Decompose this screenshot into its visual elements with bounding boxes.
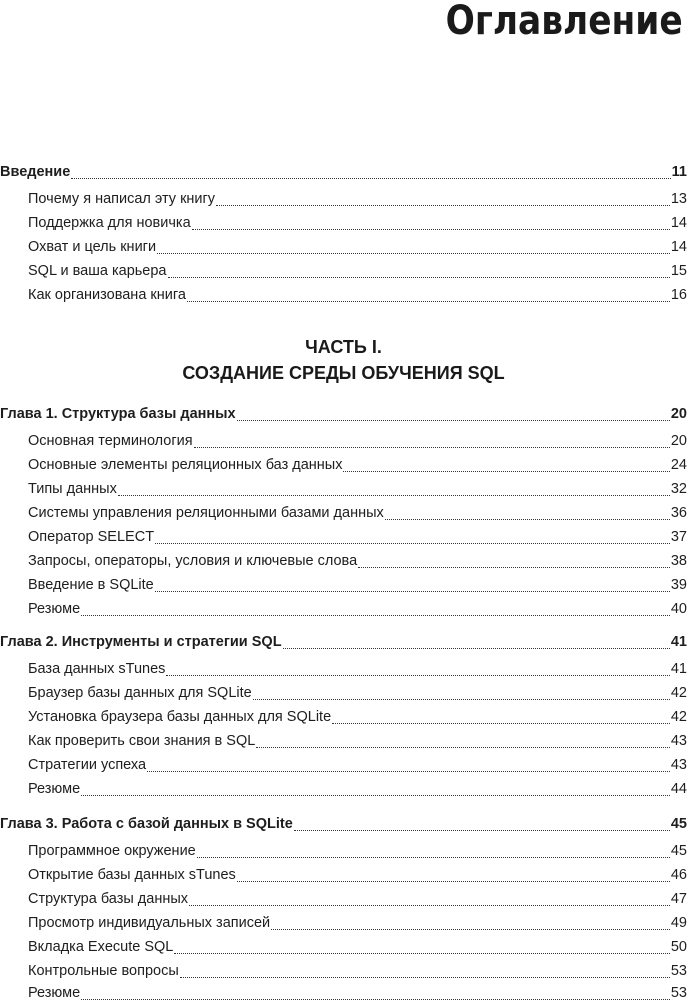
toc-entry-label: Установка браузера базы данных для SQLite	[28, 709, 332, 725]
leader-dots	[237, 406, 670, 421]
leader-dots	[253, 685, 670, 700]
toc-page-number: 42	[670, 685, 687, 701]
toc-entry-label: SQL и ваша карьера	[28, 263, 167, 279]
toc-subentry[interactable]	[28, 598, 687, 620]
toc-entry-label: Стратегии успеха	[28, 757, 147, 773]
toc-entry-label: Оператор SELECT	[28, 529, 155, 545]
toc-entry-label: Как организована книга	[28, 287, 186, 303]
toc-subentry[interactable]	[28, 478, 687, 500]
toc-page-number: 44	[670, 781, 687, 797]
page-title: Оглавление	[445, 0, 683, 44]
toc-entry-label: Глава 1. Структура базы данных	[0, 406, 236, 422]
toc-entry-label: Введение в SQLite	[28, 577, 154, 593]
toc-entry-label: Глава 2. Инструменты и стратегии SQL	[0, 634, 282, 650]
toc-entry-label: Основные элементы реляционных баз данных	[28, 457, 343, 473]
toc-subentry[interactable]	[28, 236, 687, 258]
toc-entry-label: Резюме	[28, 601, 81, 617]
toc-entry-label: Просмотр индивидуальных записей	[28, 915, 271, 931]
leader-dots	[194, 433, 670, 448]
toc-page-number: 14	[670, 239, 687, 255]
toc-page-number: 45	[670, 816, 687, 832]
part-heading-line1: ЧАСТЬ I.	[305, 337, 382, 357]
toc-subentry[interactable]	[28, 550, 687, 572]
toc-entry-label: База данных sTunes	[28, 661, 166, 677]
toc-subentry[interactable]	[28, 454, 687, 476]
toc-subentry[interactable]	[28, 754, 687, 776]
leader-dots	[157, 239, 670, 254]
leader-dots	[168, 263, 670, 278]
leader-dots	[237, 867, 670, 882]
toc-page-number: 38	[670, 553, 687, 569]
toc-page-number: 46	[670, 867, 687, 883]
toc-subentry[interactable]	[28, 778, 687, 800]
toc-subentry[interactable]	[28, 430, 687, 452]
leader-dots	[71, 164, 670, 179]
toc-subentry[interactable]	[28, 526, 687, 548]
toc-page-number: 36	[670, 505, 687, 521]
toc-subentry[interactable]	[28, 888, 687, 910]
toc-page-number: 32	[670, 481, 687, 497]
toc-page-number: 11	[671, 164, 687, 180]
toc-entry-label: Запросы, операторы, условия и ключевые слова	[28, 553, 358, 569]
leader-dots	[216, 191, 670, 206]
leader-dots	[294, 816, 670, 831]
toc-page-number: 40	[670, 601, 687, 617]
leader-dots	[174, 939, 670, 954]
leader-dots	[180, 963, 670, 978]
toc-entry-label: Почему я написал эту книгу	[28, 191, 216, 207]
toc-entry-intro[interactable]	[0, 161, 687, 183]
leader-dots	[81, 985, 670, 1000]
toc-page-number: 42	[670, 709, 687, 725]
toc-entry-label: Структура базы данных	[28, 891, 189, 907]
toc-page-number: 50	[670, 939, 687, 955]
leader-dots	[187, 287, 670, 302]
leader-dots	[283, 634, 670, 649]
leader-dots	[155, 577, 670, 592]
toc-subentry[interactable]	[28, 682, 687, 704]
toc-entry-label: Введение	[0, 164, 71, 180]
toc-page-number: 49	[670, 915, 687, 931]
toc-page-number: 41	[670, 634, 687, 650]
toc-subentry[interactable]	[28, 864, 687, 886]
toc-subentry[interactable]	[28, 960, 687, 982]
toc-subentry[interactable]	[28, 188, 687, 210]
toc-entry-label: Браузер базы данных для SQLite	[28, 685, 252, 701]
toc-subentry[interactable]	[28, 284, 687, 306]
leader-dots	[343, 457, 669, 472]
toc-subentry[interactable]	[28, 260, 687, 282]
leader-dots	[189, 891, 670, 906]
toc-subentry[interactable]	[28, 502, 687, 524]
leader-dots	[147, 757, 670, 772]
leader-dots	[332, 709, 670, 724]
toc-subentry[interactable]	[28, 212, 687, 234]
toc-subentry[interactable]	[28, 658, 687, 680]
toc-entry-label: Глава 3. Работа с базой данных в SQLite	[0, 816, 293, 832]
leader-dots	[81, 601, 670, 616]
toc-entry-label: Типы данных	[28, 481, 117, 497]
toc-page-number: 13	[670, 191, 687, 207]
toc-page-number: 39	[670, 577, 687, 593]
toc-page-number: 20	[670, 406, 687, 422]
toc-page-number: 20	[670, 433, 687, 449]
toc-page-number: 15	[670, 263, 687, 279]
toc-entry-label: Вкладка Execute SQL	[28, 939, 174, 955]
toc-entry-label: Открытие базы данных sTunes	[28, 867, 236, 883]
leader-dots	[197, 843, 670, 858]
toc-page-number: 45	[670, 843, 687, 859]
leader-dots	[385, 505, 670, 520]
toc-entry-label: Резюме	[28, 781, 81, 797]
leader-dots	[81, 781, 670, 796]
toc-page-number: 43	[670, 733, 687, 749]
toc-entry-label: Основная терминология	[28, 433, 193, 449]
leader-dots	[192, 215, 670, 230]
toc-page-number: 47	[670, 891, 687, 907]
leader-dots	[358, 553, 670, 568]
toc-entry-label: Резюме	[28, 985, 81, 1001]
leader-dots	[166, 661, 669, 676]
toc-subentry[interactable]	[28, 936, 687, 958]
toc-entry-chapter-3[interactable]	[0, 813, 687, 835]
toc-entry-chapter-1[interactable]	[0, 403, 687, 425]
toc-page-number: 14	[670, 215, 687, 231]
toc-subentry[interactable]	[28, 912, 687, 934]
toc-subentry[interactable]	[28, 706, 687, 728]
toc-page-number: 16	[670, 287, 687, 303]
toc-entry-label: Поддержка для новичка	[28, 215, 191, 231]
part-heading-line2: СОЗДАНИЕ СРЕДЫ ОБУЧЕНИЯ SQL	[182, 363, 505, 383]
toc-page-number: 53	[670, 963, 687, 979]
leader-dots	[256, 733, 670, 748]
toc-page-number: 41	[670, 661, 687, 677]
toc-entry-label: Контрольные вопросы	[28, 963, 179, 979]
toc-subentry[interactable]	[28, 982, 687, 1004]
toc-subentry[interactable]	[28, 574, 687, 596]
toc-subentry[interactable]	[28, 840, 687, 862]
toc-subentry[interactable]	[28, 730, 687, 752]
leader-dots	[118, 481, 670, 496]
toc-entry-label: Как проверить свои знания в SQL	[28, 733, 256, 749]
toc-entry-label: Программное окружение	[28, 843, 196, 859]
toc-entry-chapter-2[interactable]	[0, 631, 687, 653]
toc-entry-label: Охват и цель книги	[28, 239, 157, 255]
toc-page-number: 43	[670, 757, 687, 773]
toc-page-number: 53	[670, 985, 687, 1001]
leader-dots	[271, 915, 670, 930]
toc-page-number: 37	[670, 529, 687, 545]
toc-page-number: 24	[670, 457, 687, 473]
leader-dots	[155, 529, 670, 544]
toc-entry-label: Системы управления реляционными базами данных	[28, 505, 384, 521]
